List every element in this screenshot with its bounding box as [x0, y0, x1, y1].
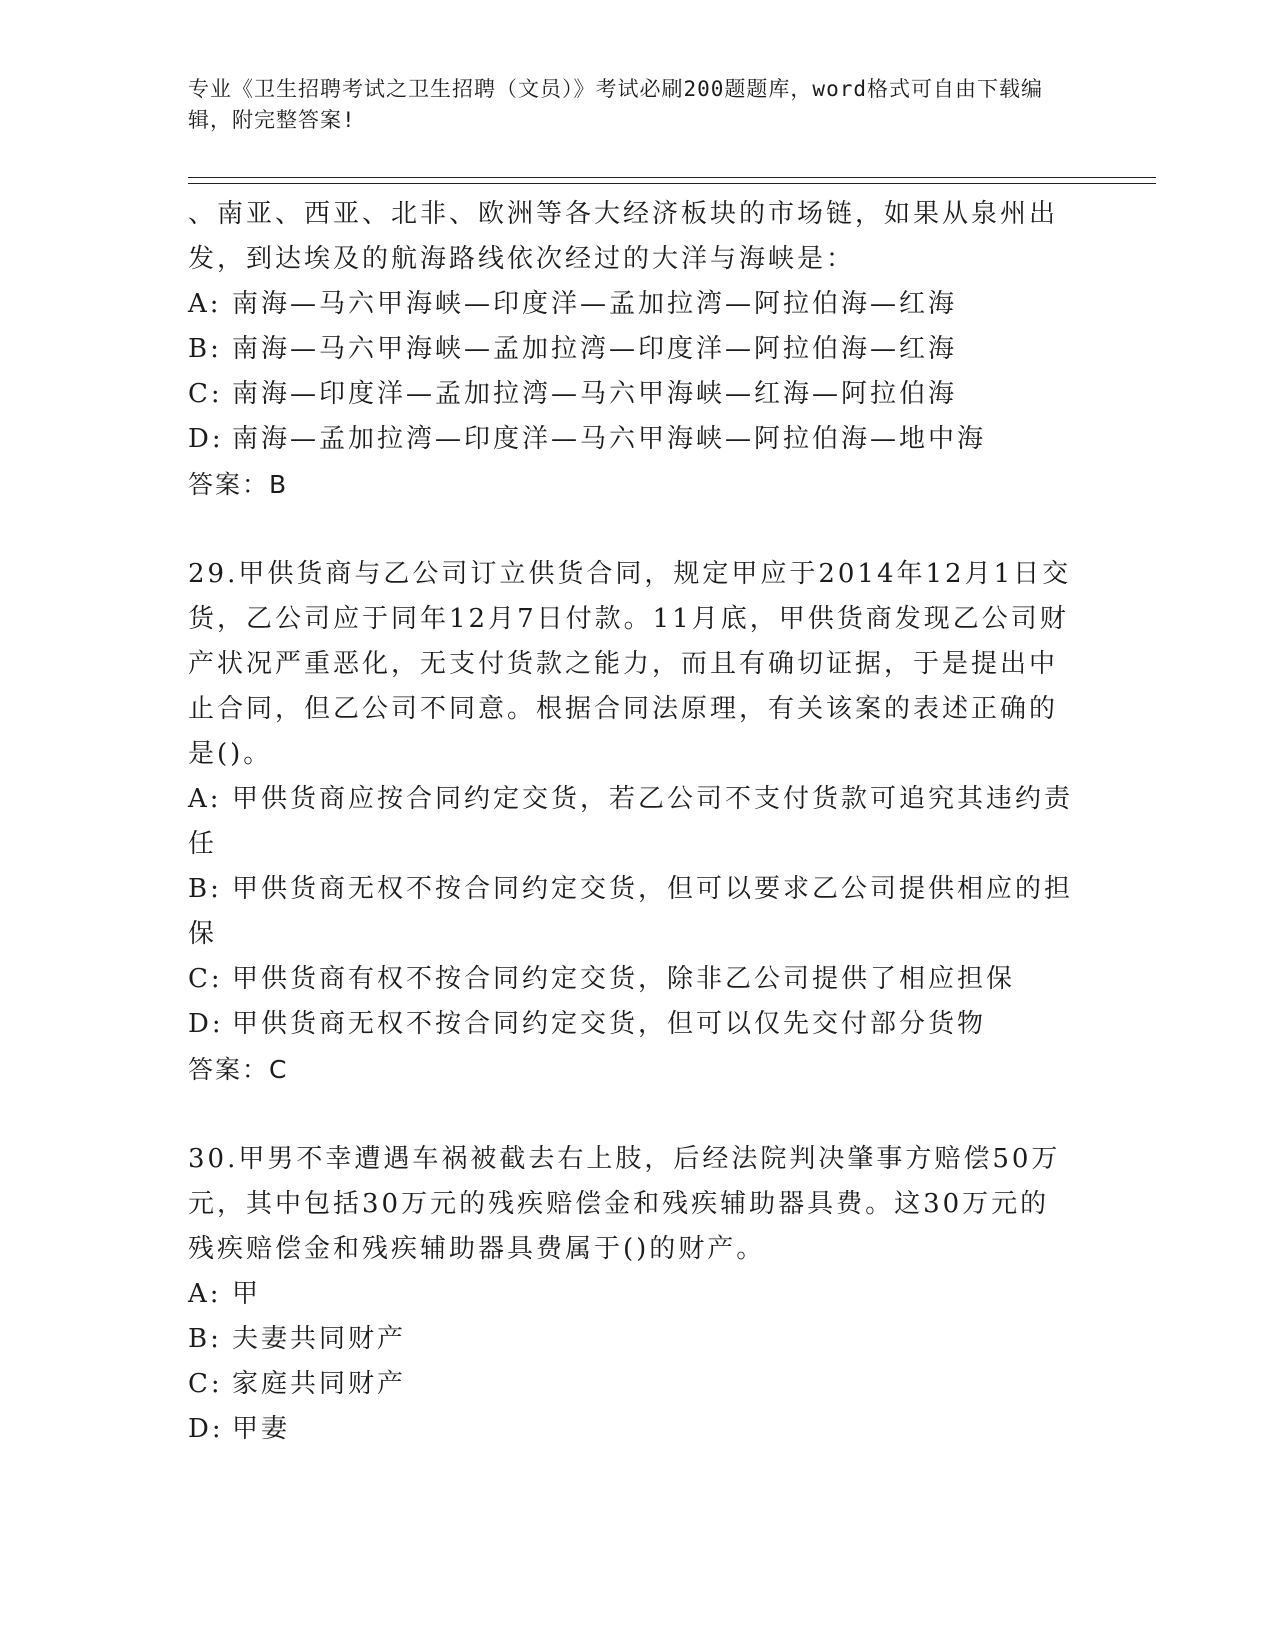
option-text: 家庭共同财产 [232, 1369, 407, 1399]
option-a [188, 777, 1088, 822]
question-stem-line: 货，乙公司应于同年12月7日付款。11月底，甲供货商发现乙公司财 [188, 604, 1069, 634]
option-d [188, 1002, 1088, 1047]
header-rule-bottom [188, 183, 1156, 184]
option-b [188, 327, 1088, 372]
option-text: 甲供货商无权不按合同约定交货，但可以仅先交付部分货物 [232, 1009, 987, 1039]
spacer [188, 1092, 1088, 1137]
option-label: A: [188, 289, 222, 319]
option-text: 南海—马六甲海峡—孟加拉湾—印度洋—阿拉伯海—红海 [232, 334, 958, 364]
option-label: A: [188, 1279, 222, 1309]
option-c [188, 957, 1088, 1002]
option-label: B: [188, 1324, 222, 1354]
document-header: 专业《卫生招聘考试之卫生招聘（文员）》考试必刷200题题库，word格式可自由下载编辑，附完整答案! [188, 77, 1043, 132]
question-stem-line: 产状况严重恶化，无支付货款之能力，而且有确切证据，于是提出中 [188, 649, 1059, 679]
question-28 [188, 192, 1088, 507]
option-text: 甲妻 [232, 1414, 291, 1444]
option-label: B: [188, 334, 222, 364]
option-text: 甲供货商有权不按合同约定交货，除非乙公司提供了相应担保 [232, 964, 1016, 994]
option-b [188, 867, 1088, 912]
option-label: D: [188, 424, 224, 454]
spacer [188, 507, 1088, 552]
option-label: C: [188, 379, 223, 409]
document-body [188, 192, 1088, 1452]
option-text: 南海—马六甲海峡—印度洋—孟加拉湾—阿拉伯海—红海 [232, 289, 958, 319]
question-stem-line: 发，到达埃及的航海路线依次经过的大洋与海峡是： [188, 244, 856, 274]
option-text: 甲供货商无权不按合同约定交货，但可以要求乙公司提供相应的担 [232, 874, 1074, 904]
option-label: B: [188, 874, 222, 904]
option-label: D: [188, 1414, 224, 1444]
option-b-continued: 保 [188, 919, 218, 949]
question-stem-line: 止合同，但乙公司不同意。根据合同法原理，有关该案的表述正确的 [188, 694, 1059, 724]
question-30 [188, 1137, 1088, 1452]
option-label: A: [188, 784, 222, 814]
header-rule-top [188, 177, 1156, 178]
question-stem-line: 元，其中包括30万元的残疾赔偿金和残疾辅助器具费。这30万元的 [188, 1189, 1050, 1219]
option-text: 南海—孟加拉湾—印度洋—马六甲海峡—阿拉伯海—地中海 [232, 424, 987, 454]
question-stem-line: 29.甲供货商与乙公司订立供货合同，规定甲应于2014年12月1日交 [188, 559, 1072, 589]
option-label: C: [188, 1369, 223, 1399]
option-text: 甲 [232, 1279, 262, 1309]
option-d [188, 417, 1088, 462]
question-stem-line: 残疾赔偿金和残疾辅助器具费属于()的财产。 [188, 1234, 766, 1264]
option-label: D: [188, 1009, 224, 1039]
option-a [188, 1272, 1088, 1317]
option-a [188, 282, 1088, 327]
question-stem-line: 、南亚、西亚、北非、欧洲等各大经济板块的市场链，如果从泉州出 [188, 199, 1059, 229]
question-stem-line: 30.甲男不幸遭遇车祸被截去右上肢，后经法院判决肇事方赔偿50万 [188, 1144, 1061, 1174]
option-c [188, 1362, 1088, 1407]
option-b [188, 1317, 1088, 1362]
option-text: 南海—印度洋—孟加拉湾—马六甲海峡—红海—阿拉伯海 [232, 379, 958, 409]
option-text: 夫妻共同财产 [232, 1324, 407, 1354]
option-d [188, 1407, 1088, 1452]
option-a-continued: 任 [188, 829, 218, 859]
question-29 [188, 552, 1088, 1092]
option-c [188, 372, 1088, 417]
option-label: C: [188, 964, 223, 994]
question-stem-line: 是()。 [188, 739, 273, 769]
answer-line: 答案：C [188, 1055, 289, 1084]
option-text: 甲供货商应按合同约定交货，若乙公司不支付货款可追究其违约责 [232, 784, 1074, 814]
answer-line: 答案：B [188, 470, 289, 499]
